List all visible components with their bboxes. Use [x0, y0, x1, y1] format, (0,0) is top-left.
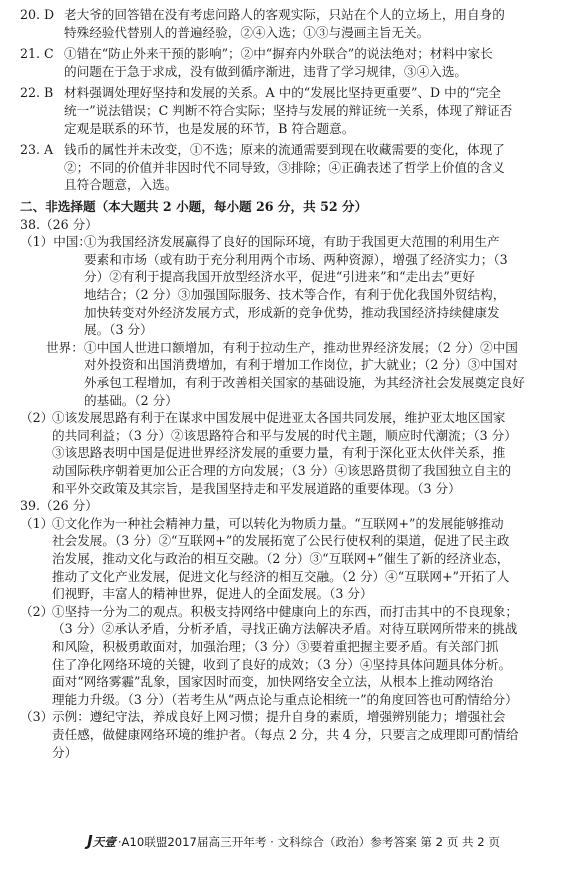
q38-part1-world — [20, 339, 568, 409]
q39-header: 39.（26 分） — [20, 498, 98, 514]
part-label: 世界： — [46, 339, 84, 355]
part-text: ①中国人世进口额增加，有利于拉动生产，推动世界经济发展；（2 分）②中国 对外投资和出国消费增加，有利于增加工作岗位，扩大就业；（2 分）③中国对 外承包工程增加，有利于改善相关国家的基础设施，为其经济社会发展奠定良好 的基础。（2 分） — [84, 339, 525, 408]
part-text: ①文化作为一种社会精神力量，可以转化为物质力量。“互联网+”的发展能够推动 社会发展。（3 分）②“互联网+”的发展拓宽了公民行使权利的渠道，促进了民主政 治发展，推动文化与政治的相互交融。（2 分）③“互联网+”催生了新的经济业态， 推动了文化产业发展，促进文化与经济的相互交融。（2 分）④“互联网+”开拓了人 们视野，丰富人的精神世界，促进人的全面发展。（3 分） — [52, 515, 510, 602]
mc-item-22 — [20, 84, 568, 137]
part-label: （1） — [20, 515, 54, 531]
part-label: （2） — [20, 410, 54, 426]
part-label: （1）中国： — [20, 234, 91, 250]
part-label: （2） — [20, 603, 54, 619]
q39-part1 — [20, 515, 568, 603]
brand-name: 天壹 — [92, 835, 116, 849]
footer-text: ·A10联盟2017届高三开年考 · 文科综合（政治）参考答案 第 2 页 共 2 页 — [117, 835, 500, 849]
q38-part2 — [20, 409, 568, 497]
q38-header: 38.（26 分） — [20, 216, 98, 232]
explanation: ①错在“防止外来干预的影响”；②中“摒弃内外联合”的说法绝对；材料中家长 的问题在于急于求成，没有做到循序渐进，违背了学习规律，③④入选。 — [64, 46, 493, 79]
answer-letter: A — [44, 142, 54, 158]
part-text: ①为我国经济发展赢得了良好的国际环境，有助于我国更大范围的利用生产 要素和市场（或有助于充分利用两个市场、两种资源），增强了经济实力；（3 分）②有利于提高我国开放型经济水平，促进“引进来”和“走出去”更好 地结合；（2 分）③加强国际服务、技术等合作，有利于优化我国外贸结构， 加快转变对外经济发展方式，形成新的竞争优势，推动我国经济持续健康发 展。（3 分） — [84, 234, 508, 338]
section-title: 二、非选择题（本大题共 2 小题，每小题 26 分，共 52 分） — [20, 199, 368, 214]
part-text: ①坚持一分为二的观点。积极支持网络中健康向上的东西，而打击其中的不良现象； （3 分）②承认矛盾，分析矛盾，寻找正确方法解决矛盾。对待互联网所带来的挑战 和风险，积极勇敢面对，加强治理；（3 分）③要着重把握主要矛盾。有关部门抓 住了净化网络环境的关键，收到了良好的成效；（3 分）④坚持具体问题具体分析。 面对“网络雾霾”乱象，国家因时而变，加快网络安全立法，从根本上推动网络治 理能力升级。（3 分）（若考生从“两点论与重点论相统一”的角度回答也可酌情给分） — [52, 603, 518, 707]
answer-letter: C — [44, 46, 54, 62]
explanation: 老大爷的回答错在没有考虑问路人的客观实际，只站在个人的立场上，用自身的 特殊经验代替别人的普遍经验，②④入选；①③与漫画主旨无关。 — [64, 7, 505, 40]
q39-part3 — [20, 708, 568, 761]
question-number: 21. — [20, 46, 41, 62]
part-text — [52, 708, 568, 761]
explanation: 材料强调处理好坚持和发展的关系。A 中的“发展比坚持更重要”、D 中的“完全 统一”说法错误；C 判断不符合实际；坚持与发展的辩证统一关系，体现了辩证否 定观是联系的环节，也是发展的环节，B 符合题意。 — [64, 85, 513, 136]
answer-letter: D — [44, 7, 55, 22]
brand-logo: J — [87, 832, 93, 850]
answer-letter: B — [44, 85, 54, 101]
text-line: 示例：遵纪守法，养成良好上网习惯；提升自身的素质，增强辨别能力；增强社会 — [52, 709, 506, 725]
question-number: 23. — [20, 142, 41, 158]
part-label: （3） — [20, 709, 54, 725]
mc-item-20 — [20, 6, 568, 41]
question-number: 20. — [20, 7, 41, 22]
page-footer — [0, 832, 587, 850]
part-text: ①该发展思路有利于在谋求中国发展中促进亚太各国共同发展，维护亚太地区国家 的共同利益；（3 分）②该思路符合和平与发展的时代主题，顺应时代潮流；（3 分） ③该思路表明中国是促进世界经济发展的重要力量，有利于深化亚太伙伴关系，推 动国际秩序朝着更加公正合理的方向发展；（3 分）④该思路贯彻了我国独立自主的 和平外交政策及其宗旨，是我国坚持走和平发展道路的重要体现。（3 分） — [52, 410, 517, 496]
mc-item-23 — [20, 141, 568, 194]
question-number: 22. — [20, 85, 41, 101]
q38-part1-china — [20, 233, 568, 339]
text-line: 分） — [52, 744, 78, 760]
q39-part2 — [20, 603, 568, 709]
mc-item-21 — [20, 45, 568, 80]
text-line: 责任感，做健康网络环境的维护者。（每点 2 分，共 4 分，只要言之成理即可酌情给 — [52, 726, 519, 742]
explanation: 钱币的属性并未改变，①不选；原来的流通需要到现在收藏需要的变化，体现了 ②；不同的价值并非因时代不同导致，③排除；④正确表述了哲学上价值的含义 且符合题意，入选。 — [64, 142, 505, 193]
